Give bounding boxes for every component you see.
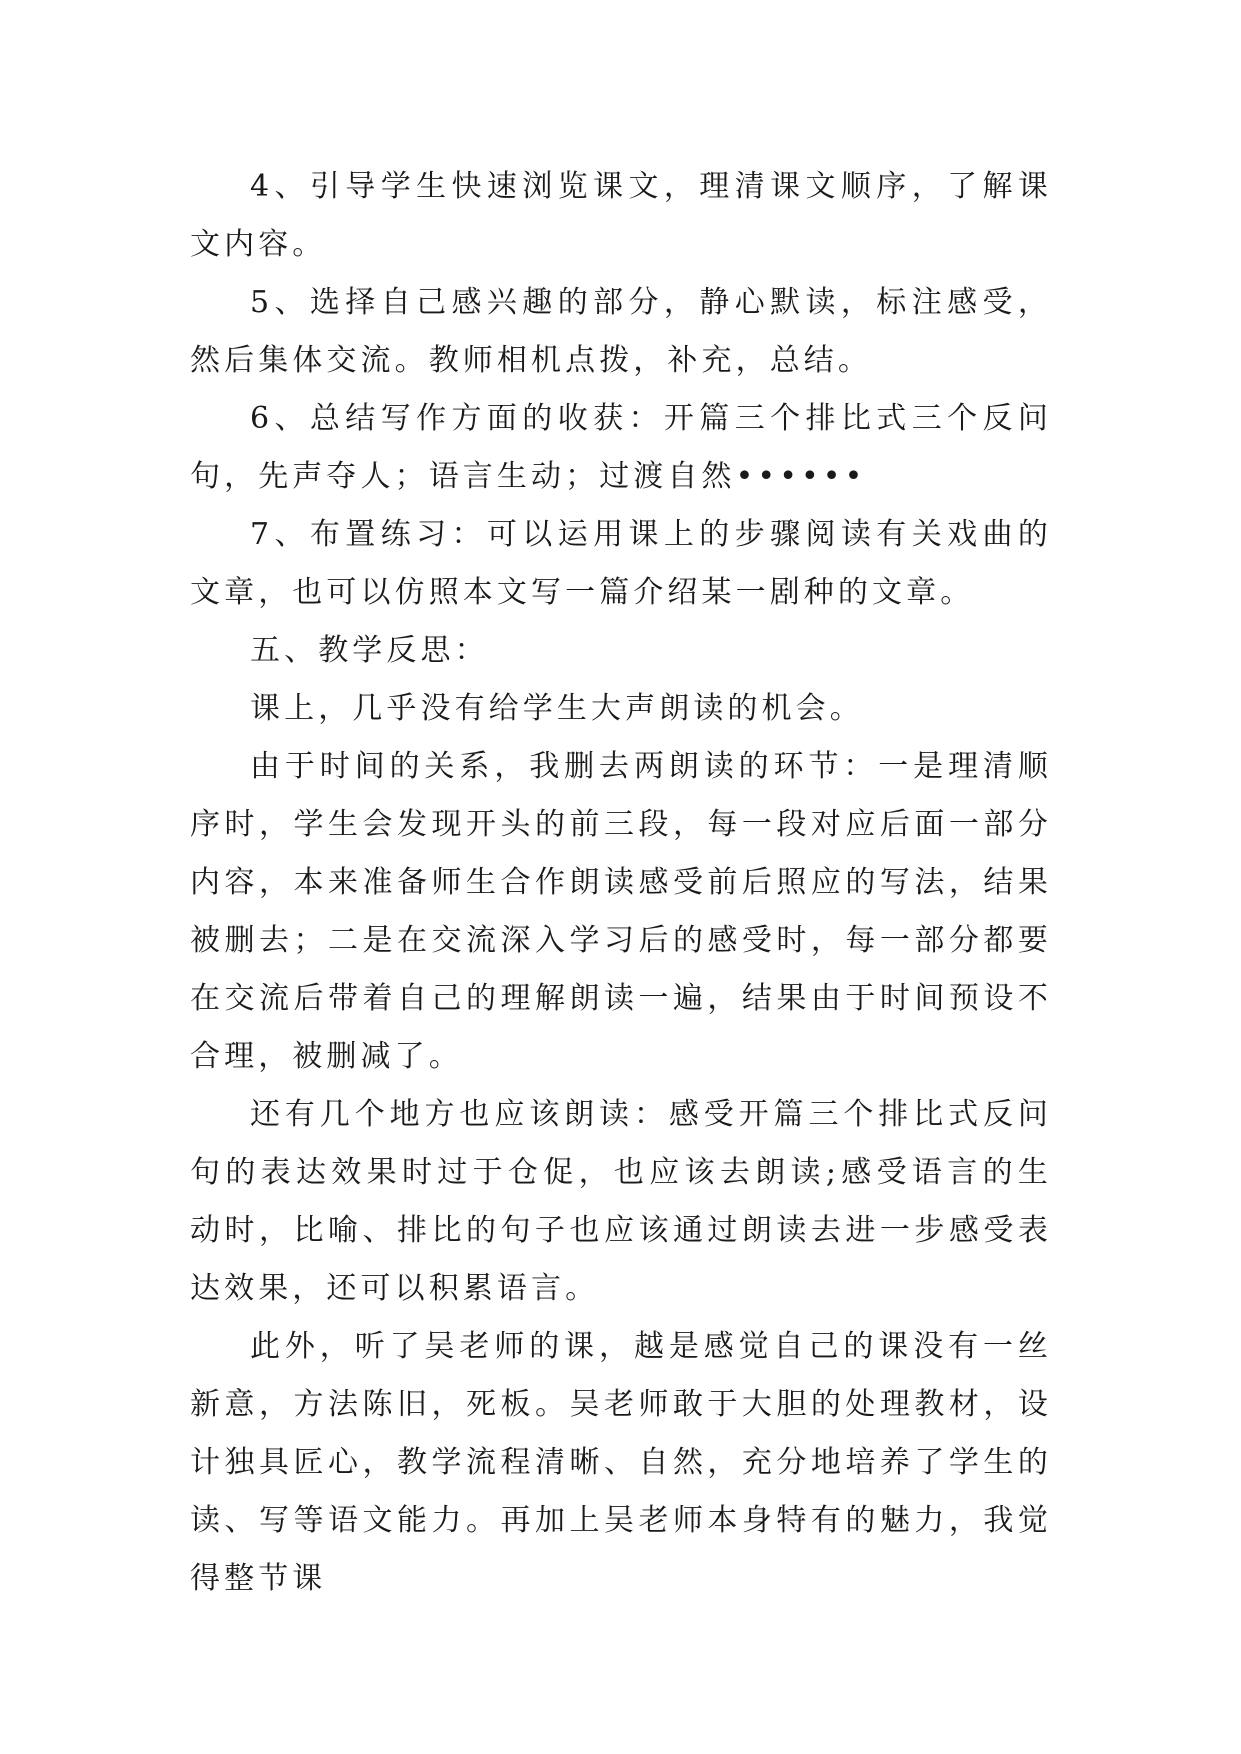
- paragraph-reflection-3: 还有几个地方也应该朗读：感受开篇三个排比式反问句的表达效果时过于仓促，也应该去朗读;感受语言的生动时，比喻、排比的句子也应该通过朗读去进一步感受表达效果，还可以积累语言。: [190, 1097, 1052, 1306]
- paragraph-step-6: 6、总结写作方面的收获：开篇三个排比式三个反问句，先声夺人；语言生动；过渡自然••••••: [190, 401, 1052, 494]
- paragraph-step-7: 7、布置练习：可以运用课上的步骤阅读有关戏曲的文章，也可以仿照本文写一篇介绍某一剧种的文章。: [190, 517, 1052, 610]
- paragraph-step-5: 5、选择自己感兴趣的部分，静心默读，标注感受，然后集体交流。教师相机点拨，补充，总结。: [190, 285, 1052, 378]
- document-body: [190, 158, 1052, 1608]
- paragraph-step-4: 4、引导学生快速浏览课文，理清课文顺序，了解课文内容。: [190, 169, 1052, 262]
- paragraph-reflection-4: 此外，听了吴老师的课，越是感觉自己的课没有一丝新意，方法陈旧，死板。吴老师敢于大胆的处理教材，设计独具匠心，教学流程清晰、自然，充分地培养了学生的读、写等语文能力。再加上吴老师本身特有的魅力，我觉得整节课: [190, 1329, 1052, 1596]
- paragraph-reflection-2: 由于时间的关系，我删去两朗读的环节：一是理清顺序时，学生会发现开头的前三段，每一段对应后面一部分内容，本来准备师生合作朗读感受前后照应的写法，结果被删去；二是在交流深入学习后的感受时，每一部分都要在交流后带着自己的理解朗读一遍，结果由于时间预设不合理，被删减了。: [190, 749, 1052, 1074]
- section-heading-reflection: 五、教学反思：: [250, 633, 489, 668]
- paragraph-reflection-1: 课上，几乎没有给学生大声朗读的机会。: [250, 691, 864, 726]
